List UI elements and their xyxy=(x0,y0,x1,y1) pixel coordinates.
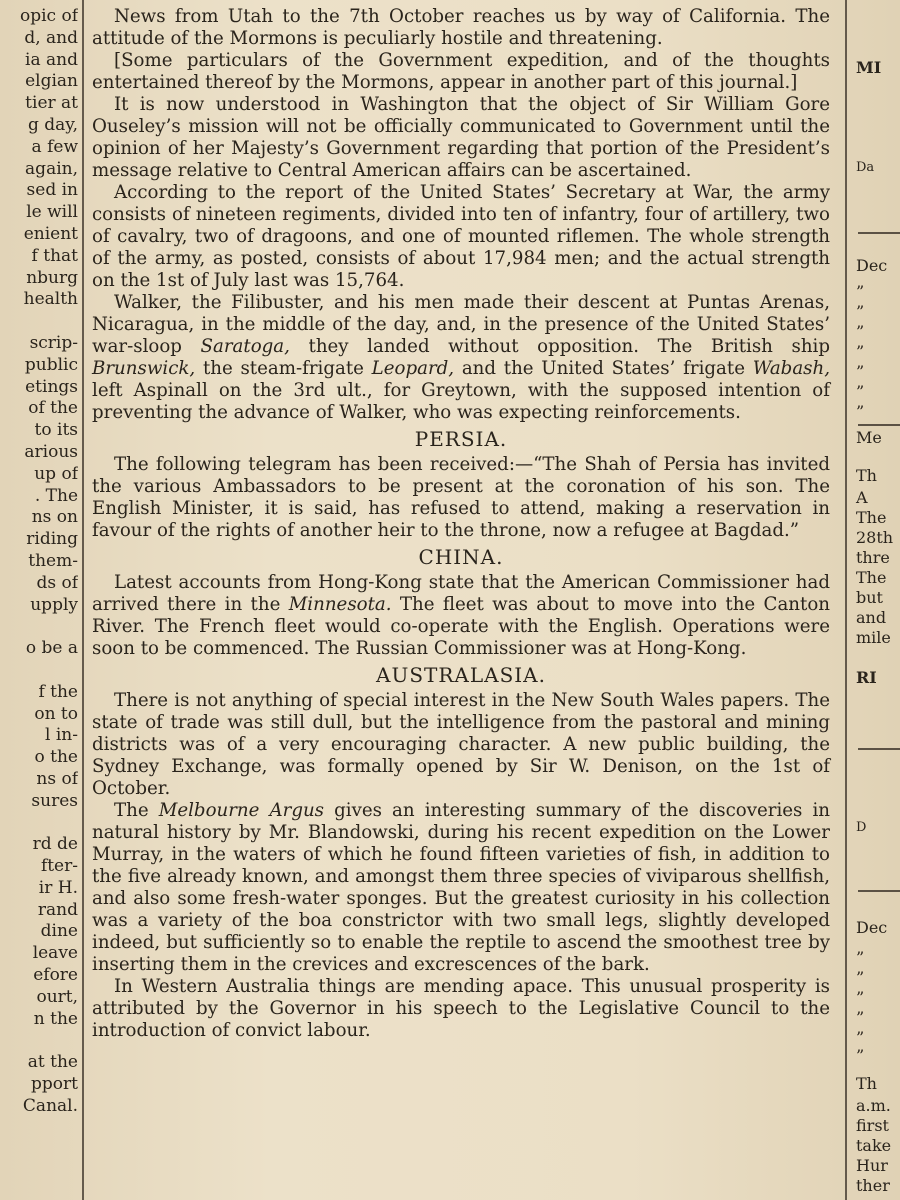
right-fragment: ” xyxy=(856,342,865,361)
paragraph-new-south-wales: There is not anything of special interest in the New South Wales papers. The state of trade was still dull, but the intelligence from the pastoral and mining districts was of a very encouraging character. A new public building, the Sydney Exchange, was formally opened by Sir W. Denison, on the 1st of October. xyxy=(92,690,830,799)
column-rule-right xyxy=(845,0,847,1200)
left-fragment: efore xyxy=(33,965,78,986)
left-fragment: nburg xyxy=(26,267,78,288)
left-fragment: health xyxy=(23,289,78,310)
right-rule xyxy=(858,890,900,892)
left-fragment: fter- xyxy=(40,856,78,877)
column-rule-left xyxy=(82,0,84,1200)
right-fragment: ” xyxy=(856,1028,865,1047)
right-fragment: ” xyxy=(856,968,865,987)
right-fragment: but xyxy=(856,588,883,607)
left-fragment xyxy=(0,616,78,638)
paragraph-western-australia: In Western Australia things are mending apace. This unusual prosperity is attributed by the Governor in his speech to the Legislative Council to the introduction of convict labour. xyxy=(92,976,830,1041)
left-fragment: them- xyxy=(28,550,78,571)
right-fragment: ” xyxy=(856,1046,865,1065)
right-fragment: ” xyxy=(856,1008,865,1027)
right-column-fragment xyxy=(852,0,900,1200)
left-fragment: public xyxy=(24,354,78,375)
right-fragment: take xyxy=(856,1136,892,1155)
right-fragment: Th xyxy=(856,1074,877,1093)
left-fragment: dine xyxy=(40,921,78,942)
main-article-column xyxy=(92,6,830,1042)
paragraph-ouseley-mission: It is now understood in Washington that the object of Sir William Gore Ouseley’s mission will not be officially communicated to Government until the opinion of her Majesty’s Government regarding that portion of the President’s message relative to Central American affairs can be ascertained. xyxy=(92,94,830,181)
right-fragment: thre xyxy=(856,548,890,567)
right-fragment: mile xyxy=(856,628,891,647)
left-fragment xyxy=(0,1030,78,1052)
left-fragment: tier at xyxy=(25,93,78,114)
left-fragment: le will xyxy=(26,202,78,223)
right-fragment: and xyxy=(856,608,887,627)
right-rule xyxy=(858,748,900,750)
left-fragment: ds of xyxy=(36,572,78,593)
heading-australasia: AUSTRALASIA. xyxy=(376,663,546,687)
left-fragment: f the xyxy=(38,681,78,702)
paragraph-utah: News from Utah to the 7th October reaches us by way of California. The attitude of the Mormons is peculiarly hostile and threatening. xyxy=(92,6,830,49)
left-fragment xyxy=(0,660,78,682)
left-fragment: o be a xyxy=(25,638,78,659)
left-fragment: l in- xyxy=(45,725,78,746)
left-fragment: . The xyxy=(34,485,78,506)
right-fragment: ” xyxy=(856,948,865,967)
heading-china: CHINA. xyxy=(418,545,504,569)
right-fragment: Hur xyxy=(856,1156,888,1175)
right-fragment: The xyxy=(856,568,887,587)
right-fragment: D xyxy=(856,820,867,835)
left-fragment: leave xyxy=(32,943,78,964)
left-fragment: ns of xyxy=(36,768,78,789)
right-fragment: ther xyxy=(856,1176,890,1195)
left-fragment: riding xyxy=(26,529,78,550)
left-fragment: a few xyxy=(31,136,78,157)
heading-persia: PERSIA. xyxy=(414,427,508,451)
right-fragment: The xyxy=(856,508,887,527)
left-fragment: elgian xyxy=(25,71,78,92)
left-fragment: g day, xyxy=(27,114,78,135)
paragraph-army-report: According to the report of the United States’ Secretary at War, the army consists of nineteen regiments, divided into ten of infantry, four of artillery, two of cavalry, two of dragoons, and one of mounted riflemen. The whole strength of the army, as posted, consists of about 17,984 men; and the actual strength on the 1st of July last was 15,764. xyxy=(92,182,830,291)
left-fragment: f that xyxy=(31,245,78,266)
left-fragment: rd de xyxy=(32,834,78,855)
paragraph-persia-telegram: The following telegram has been received:—“The Shah of Persia has invited the various Ambassadors to be present at the coronation of his son. The English Minister, it is said, has refused to attend, making a reservation in favour of the rights of another heir to the throne, now a refugee at Bagdad.” xyxy=(92,454,830,541)
right-fragment: ” xyxy=(856,282,865,301)
left-fragment: opic of xyxy=(19,6,78,26)
right-fragment: Da xyxy=(856,160,875,175)
right-fragment: Dec xyxy=(856,256,888,275)
left-fragment: o the xyxy=(34,747,78,768)
right-fragment: MI xyxy=(856,58,882,77)
left-fragment: scrip- xyxy=(29,332,78,353)
left-fragment: ns on xyxy=(31,507,78,528)
left-fragment: d, and xyxy=(24,27,78,48)
right-fragment: A xyxy=(856,488,868,507)
left-fragment: Canal. xyxy=(22,1095,78,1116)
left-fragment: upply xyxy=(30,594,78,615)
left-fragment: rand xyxy=(37,899,78,920)
left-column-fragment xyxy=(0,6,78,1118)
right-fragment: Me xyxy=(856,428,882,447)
right-fragment: Dec xyxy=(856,918,888,937)
left-fragment: ourt, xyxy=(36,986,78,1007)
left-fragment: enient xyxy=(23,223,78,244)
right-fragment: ” xyxy=(856,988,865,1007)
left-fragment: arious xyxy=(24,441,78,462)
left-fragment: at the xyxy=(27,1052,78,1073)
right-fragment: Th xyxy=(856,466,877,485)
left-fragment: of the xyxy=(28,398,78,419)
left-fragment: sed in xyxy=(26,180,78,201)
left-fragment: etings xyxy=(25,376,78,397)
left-fragment: ia and xyxy=(25,49,78,70)
left-fragment: sures xyxy=(31,790,78,811)
right-fragment: ” xyxy=(856,362,865,381)
right-fragment: ” xyxy=(856,382,865,401)
right-fragment: first xyxy=(856,1116,889,1135)
right-fragment: a.m. xyxy=(856,1096,891,1115)
paragraph-melbourne-argus: The Melbourne Argus gives an interesting summary of the discoveries in natural history by Mr. Blandowski, during his recent expedition on the Lower Murray, in the waters of which he found fifteen varieties of fish, in addition to the five already known, and amongst them three species of viviparous shellfish, and also some fresh-water sponges. But the greatest curiosity in his collection was a variety of the boa constrictor with two small legs, slightly developed indeed, but sufficiently so to enable the reptile to ascend the smoothest tree by inserting them in the crevices and excrescences of the bark. xyxy=(92,800,831,975)
left-fragment xyxy=(0,311,78,333)
left-fragment: n the xyxy=(33,1008,78,1029)
paragraph-mormons-note: [Some particulars of the Government expedition, and of the thoughts entertained thereof by the Mormons, appear in another part of this journal.] xyxy=(92,50,830,93)
paragraph-china-hongkong: Latest accounts from Hong-Kong state that the American Commissioner had arrived there in the Minnesota. The fleet was about to move into the Canton River. The French fleet would co-operate with the English. Operations were soon to be commenced. The Russian Commissioner was at Hong-Kong. xyxy=(92,572,830,659)
right-fragment: RI xyxy=(856,668,877,687)
right-fragment: 28th xyxy=(856,528,894,547)
left-fragment: up of xyxy=(34,463,78,484)
right-rule xyxy=(858,232,900,234)
right-rule xyxy=(858,424,900,426)
left-fragment: ir H. xyxy=(38,877,78,898)
left-fragment: again, xyxy=(25,158,78,179)
left-fragment: to its xyxy=(34,420,78,441)
left-fragment: pport xyxy=(31,1074,78,1095)
right-fragment: ” xyxy=(856,302,865,321)
right-fragment: ” xyxy=(856,402,865,421)
left-fragment xyxy=(0,812,78,834)
right-fragment: ” xyxy=(856,322,865,341)
left-fragment: on to xyxy=(34,703,78,724)
paragraph-walker-filibuster: Walker, the Filibuster, and his men made their descent at Puntas Arenas, Nicaragua, in the middle of the day, and, in the presence of the United States’ war-sloop Saratoga, they landed without opposition. The British ship Brunswick, the steam-frigate Leopard, and the United States’ frigate Wabash, left Aspinall on the 3rd ult., for Greytown, with the supposed intention of preventing the advance of Walker, who was expecting reinforcements. xyxy=(92,292,830,423)
